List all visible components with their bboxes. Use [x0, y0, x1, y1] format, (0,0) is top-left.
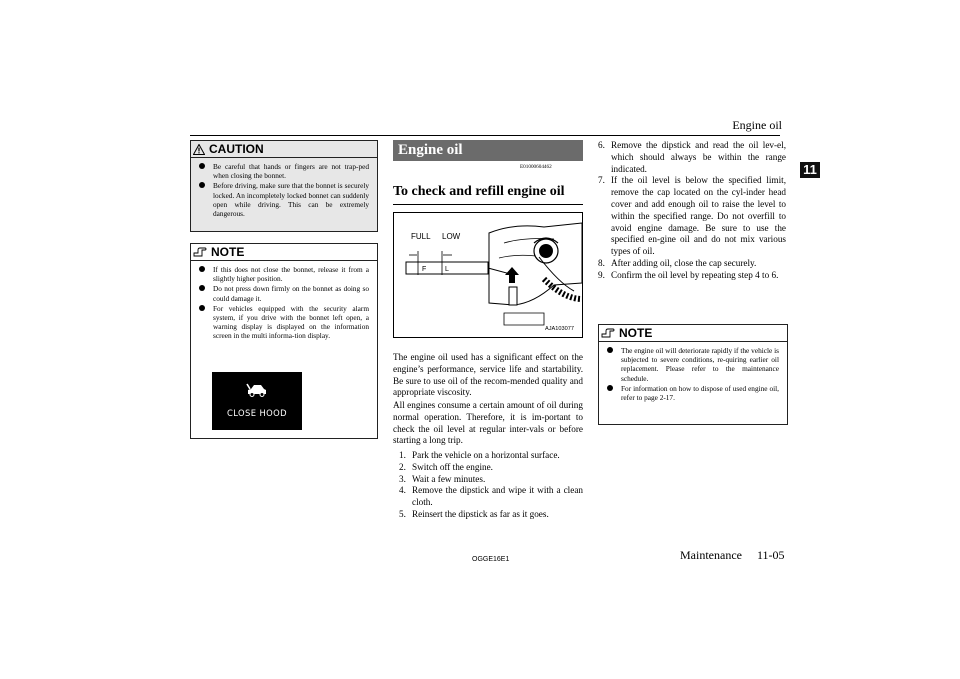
- step-item: 3. Wait a few minutes.: [399, 473, 486, 484]
- car-hood-open-icon: [246, 382, 268, 398]
- note-item: Do not press down firmly on the bonnet as doing so could damage it.: [199, 284, 369, 302]
- step-item: 1. Park the vehicle on a horizontal surface.: [399, 450, 560, 460]
- intro-paragraph-2: All engines consume a certain amount of oil during normal operation. Therefore, it is im-portant to check the oil level at regular inter-vals or before starting a long trip.: [393, 400, 583, 446]
- footer-section: Maintenance: [680, 548, 742, 562]
- note-label: NOTE: [619, 326, 653, 340]
- note-box-2: [598, 324, 788, 425]
- subsection-rule: [393, 204, 583, 205]
- caution-header: [191, 141, 377, 158]
- section-title: Engine oil: [393, 140, 583, 161]
- subsection-title: To check and refill engine oil: [393, 184, 565, 199]
- caution-item: Before driving, make sure that the bonnet is securely locked. An incompletely locked bonnet can suddenly open while driving. This can be extremely dangerous.: [199, 181, 369, 218]
- note-header: [191, 244, 377, 261]
- running-header: Engine oil: [732, 118, 782, 132]
- figure-full-label: FULL: [411, 232, 431, 241]
- steps-list-left: [399, 450, 583, 521]
- chapter-tab: 11: [800, 162, 820, 178]
- note-hand-icon: [601, 328, 615, 338]
- note-item: The engine oil will deteriorate rapidly if the vehicle is subjected to severe conditions, re-quiring earlier oil replacement. Please refer to the maintenance schedule.: [607, 346, 779, 383]
- footer-doc-code: OGGE16E1: [472, 556, 510, 563]
- warning-icon: [193, 144, 205, 155]
- note-hand-icon: [193, 247, 207, 257]
- header-rule: [190, 135, 780, 136]
- step-item: 9. Confirm the oil level by repeating step 4 to 6.: [598, 269, 779, 280]
- note-item: For information on how to dispose of used engine oil, refer to page 2-17.: [607, 384, 779, 402]
- close-hood-text: CLOSE HOOD: [226, 408, 287, 418]
- dipstick-f-mark: F: [422, 266, 427, 273]
- step-item: 5. Reinsert the dipstick as far as it goes.: [399, 508, 549, 519]
- step-item: 4. Remove the dipstick and wipe it with a clean cloth.: [399, 485, 583, 508]
- figure-code: AJA103077: [545, 326, 574, 332]
- engine-oil-figure: [393, 212, 583, 338]
- note-label: NOTE: [211, 245, 245, 259]
- page-number: 11-05: [757, 548, 785, 562]
- caution-box: [190, 140, 378, 232]
- dipstick-l-mark: L: [445, 266, 449, 273]
- note-item: For vehicles equipped with the security alarm system, if you drive with the bonnet left open, a warning display is displayed on the information screen in the multi informa-tion display.: [199, 304, 369, 341]
- caution-label: CAUTION: [209, 142, 264, 156]
- step-item: 8. After adding oil, close the cap securely.: [598, 257, 757, 268]
- step-item: 2. Switch off the engine.: [399, 461, 493, 472]
- step-item: 6. Remove the dipstick and read the oil lev-el, which should always be within the range indicated.: [598, 140, 786, 174]
- note-header: [599, 325, 787, 342]
- close-hood-display: [212, 372, 302, 430]
- note-item: If this does not close the bonnet, release it from a slightly higher position.: [199, 265, 369, 283]
- figure-low-label: LOW: [442, 232, 461, 241]
- step-item: 7. If the oil level is below the specified limit, remove the cap located on the cyl-inder head cover and add enough oil to raise the level to within the specified range. Do not overfill to avoid engine damage. Be sure to use the specified en-gine oil and do not mix various types of oil.: [598, 175, 786, 257]
- section-code: E01000604462: [520, 164, 552, 170]
- intro-paragraph: The engine oil used has a significant effect on the engine’s performance, service life and startability. Be sure to use oil of the recom-mended quality and appropriate viscosity.: [393, 352, 583, 398]
- steps-list-right: [598, 140, 786, 282]
- caution-item: Be careful that hands or fingers are not trap-ped when closing the bonnet.: [199, 162, 369, 180]
